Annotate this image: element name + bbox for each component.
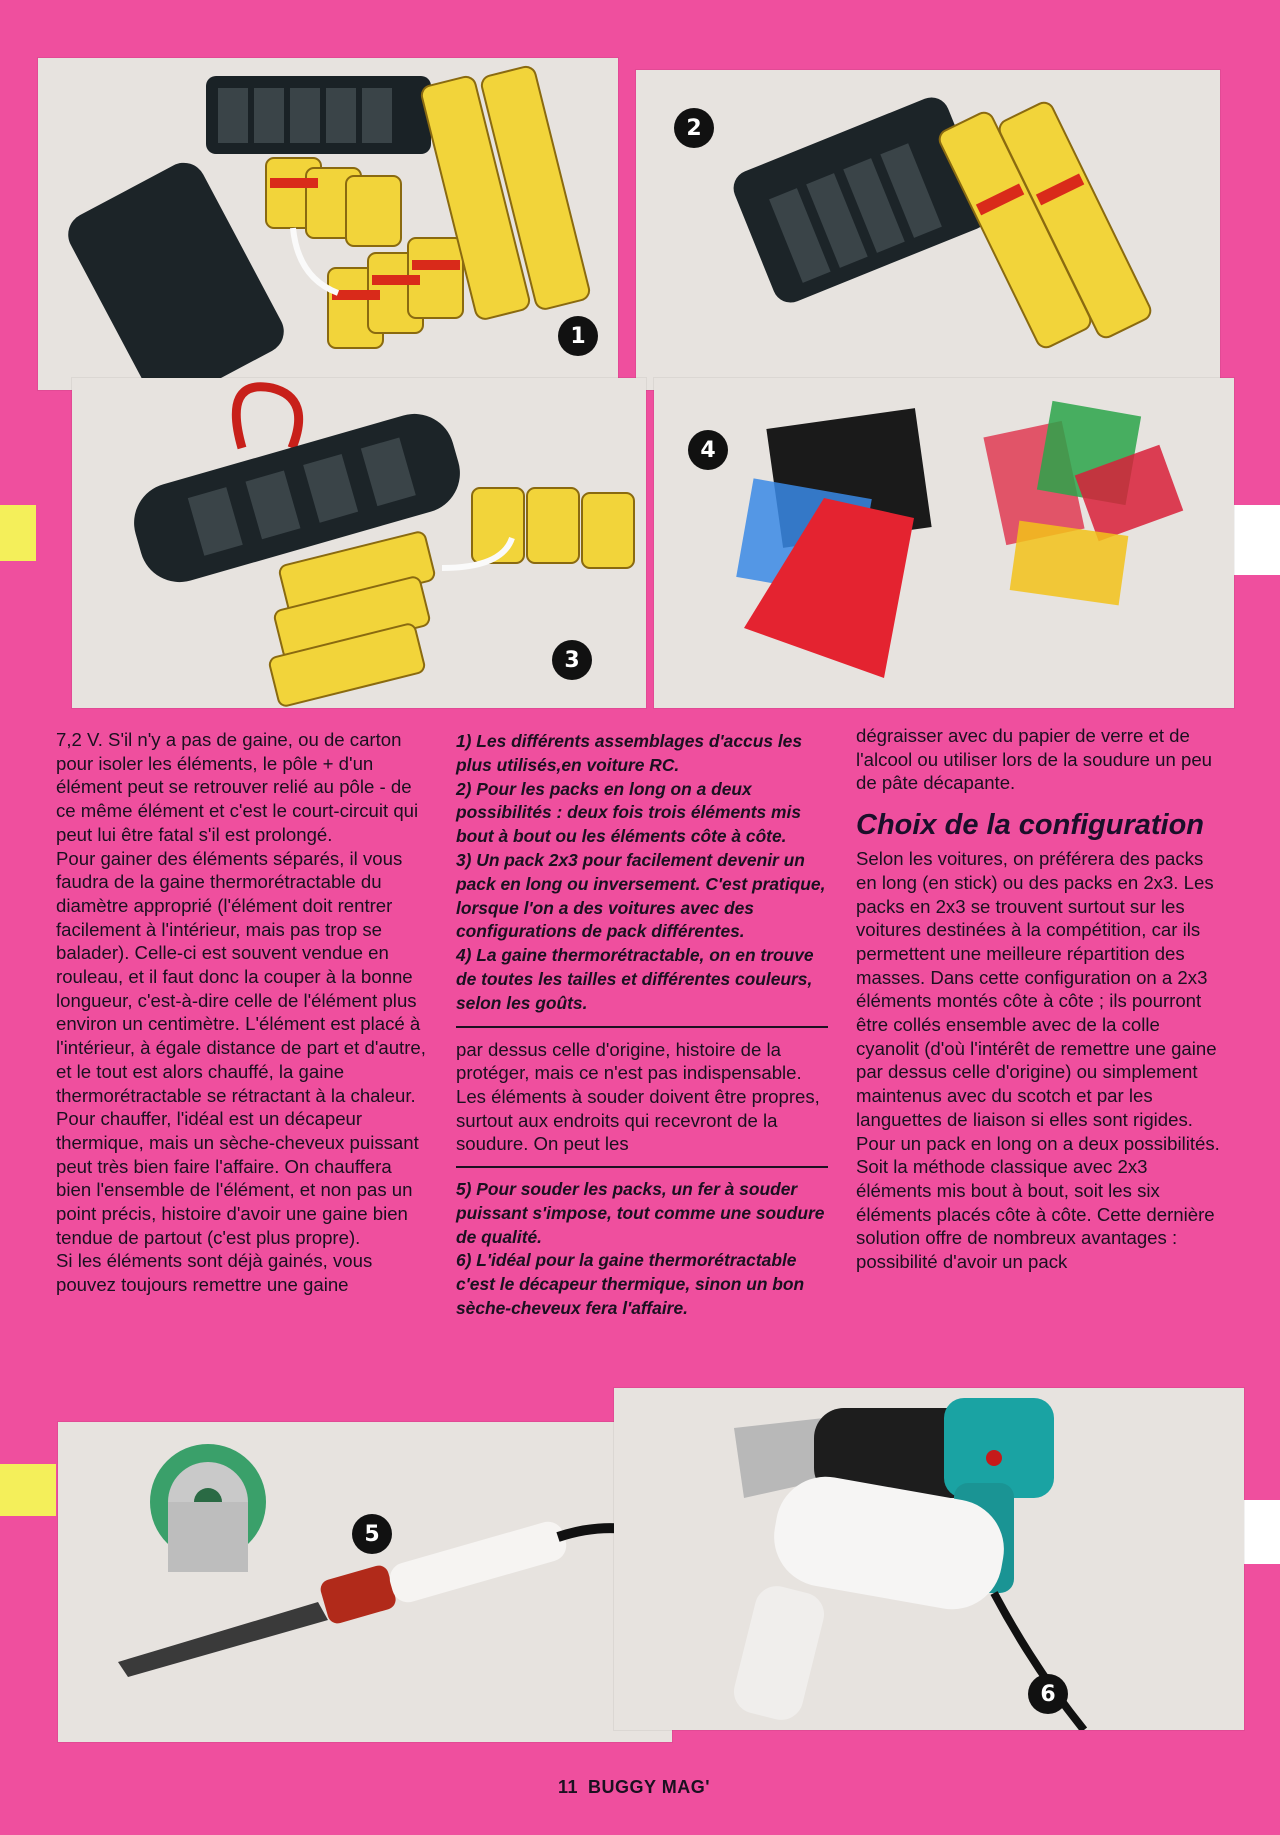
photo-caption: 1) Les différents assemblages d'accus les plus utilisés,en voiture RC.	[456, 731, 802, 775]
caption-divider	[456, 1026, 828, 1028]
photo-caption: 4) La gaine thermorétractable, on en trouve de toutes les tailles et différentes couleurs, selon les goûts.	[456, 945, 814, 1013]
column-3	[856, 724, 1226, 1274]
page-footer	[558, 1777, 710, 1798]
body-paragraph: Pour un pack en long on a deux possibilités. Soit la méthode classique avec 2x3 éléments mis bout à bout, soit les six éléments placés côte à côte. Cette dernière solution offre de nombreux avantages : possibilité d'avoir un pack	[856, 1132, 1220, 1273]
column-1	[56, 728, 428, 1297]
photo-number-badge: 2	[674, 108, 714, 148]
column-2	[456, 730, 828, 1321]
body-paragraph: dégraisser avec du papier de verre et de l'alcool ou utiliser lors de la soudure un peu de pâte décapante.	[856, 725, 1213, 794]
soldering-iron-illustration	[58, 1422, 672, 1742]
left-yellow-stripe	[0, 505, 36, 561]
photo-heat-shrink	[654, 378, 1234, 708]
body-paragraph: Pour gainer des éléments séparés, il vous faudra de la gaine thermorétractable du diamètre approprié (l'élément doit rentrer facilement à l'intérieur, mais pas trop se balader). Celle-ci est souvent vendue en rouleau, et il faut donc la couper à la bonne longueur, c'est-à-dire celle de l'élément plus environ un centimètre. L'élément est placé à l'intérieur, à égale distance de part et d'autre, et le tout est alors chauffé, la gaine thermorétractable se rétractant à la chaleur. Pour chauffer, l'idéal est un décapeur thermique, mais un sèche-cheveux puissant peut très bien faire l'affaire. On chauffera bien l'ensemble de l'élément, et non pas un point précis, histoire d'avoir une gaine bien tendue de partout (c'est plus propre).	[56, 847, 426, 1248]
long-packs-illustration	[636, 70, 1220, 390]
photo-number-badge: 6	[1028, 1674, 1068, 1714]
body-paragraph: 7,2 V. S'il n'y a pas de gaine, ou de carton pour isoler les éléments, le pôle + d'un élément peut se retrouver relié au pôle - de ce même élément et c'est le court-circuit qui peut lui être fatal s'il est prolongé.	[56, 729, 419, 845]
photo-caption: 3) Un pack 2x3 pour facilement devenir un pack en long ou inversement. C'est pratique, lorsque l'on a des voitures avec des configurations de pack différentes.	[456, 849, 826, 942]
body-paragraph: par dessus celle d'origine, histoire de la protéger, mais ce n'est pas indispensable. Les éléments à souder doivent être propres, surtout aux endroits qui recevront de la soudure. On peut les	[456, 1038, 820, 1155]
photo-caption: 6) L'idéal pour la gaine thermorétractable c'est le décapeur thermique, sinon un bon sèche-cheveux fera l'affaire.	[456, 1250, 805, 1319]
battery-packs-illustration	[38, 58, 618, 390]
caption-divider	[456, 1166, 828, 1168]
photo-number-badge: 3	[552, 640, 592, 680]
right-white-stripe	[1232, 505, 1280, 575]
left-yellow-stripe-bottom	[0, 1464, 56, 1516]
photo-number-badge: 5	[352, 1514, 392, 1554]
photo-number-badge: 1	[558, 316, 598, 356]
photo-soldering-iron	[58, 1422, 672, 1742]
photo-heat-gun	[614, 1388, 1244, 1730]
body-paragraph: Selon les voitures, on préférera des packs en long (en stick) ou des packs en 2x3. Les packs en 2x3 se trouvent surtout sur les voitures destinées à la compétition, car ils permettent une meilleure répartition des masses. Dans cette configuration on a 2x3 éléments montés côte à côte ; ils pourront être collés ensemble avec de la colle cyanolit (d'où l'intérêt de remettre une gaine par dessus celle d'origine) ou simplement maintenus avec du scotch et par les languettes de liaison si elles sont rigides.	[856, 848, 1217, 1130]
photo-2x3-pack	[72, 378, 646, 708]
photo-number-badge: 4	[688, 430, 728, 470]
photo-caption: 5) Pour souder les packs, un fer à souder puissant s'impose, tout comme une soudure de qualité.	[456, 1179, 825, 1247]
heat-shrink-illustration	[654, 378, 1234, 708]
photo-caption: 2) Pour les packs en long on a deux possibilités : deux fois trois éléments mis bout à bout ou les éléments côte à côte.	[456, 778, 802, 847]
magazine-name: BUGGY MAG'	[588, 1777, 710, 1797]
photo-long-packs	[636, 70, 1220, 390]
heat-gun-illustration	[614, 1388, 1244, 1730]
page-number: 11	[558, 1777, 579, 1797]
photo-battery-assemblies	[38, 58, 618, 390]
body-paragraph: Si les éléments sont déjà gainés, vous pouvez toujours remettre une gaine	[56, 1250, 373, 1296]
section-heading: Choix de la configuration	[856, 809, 1205, 842]
